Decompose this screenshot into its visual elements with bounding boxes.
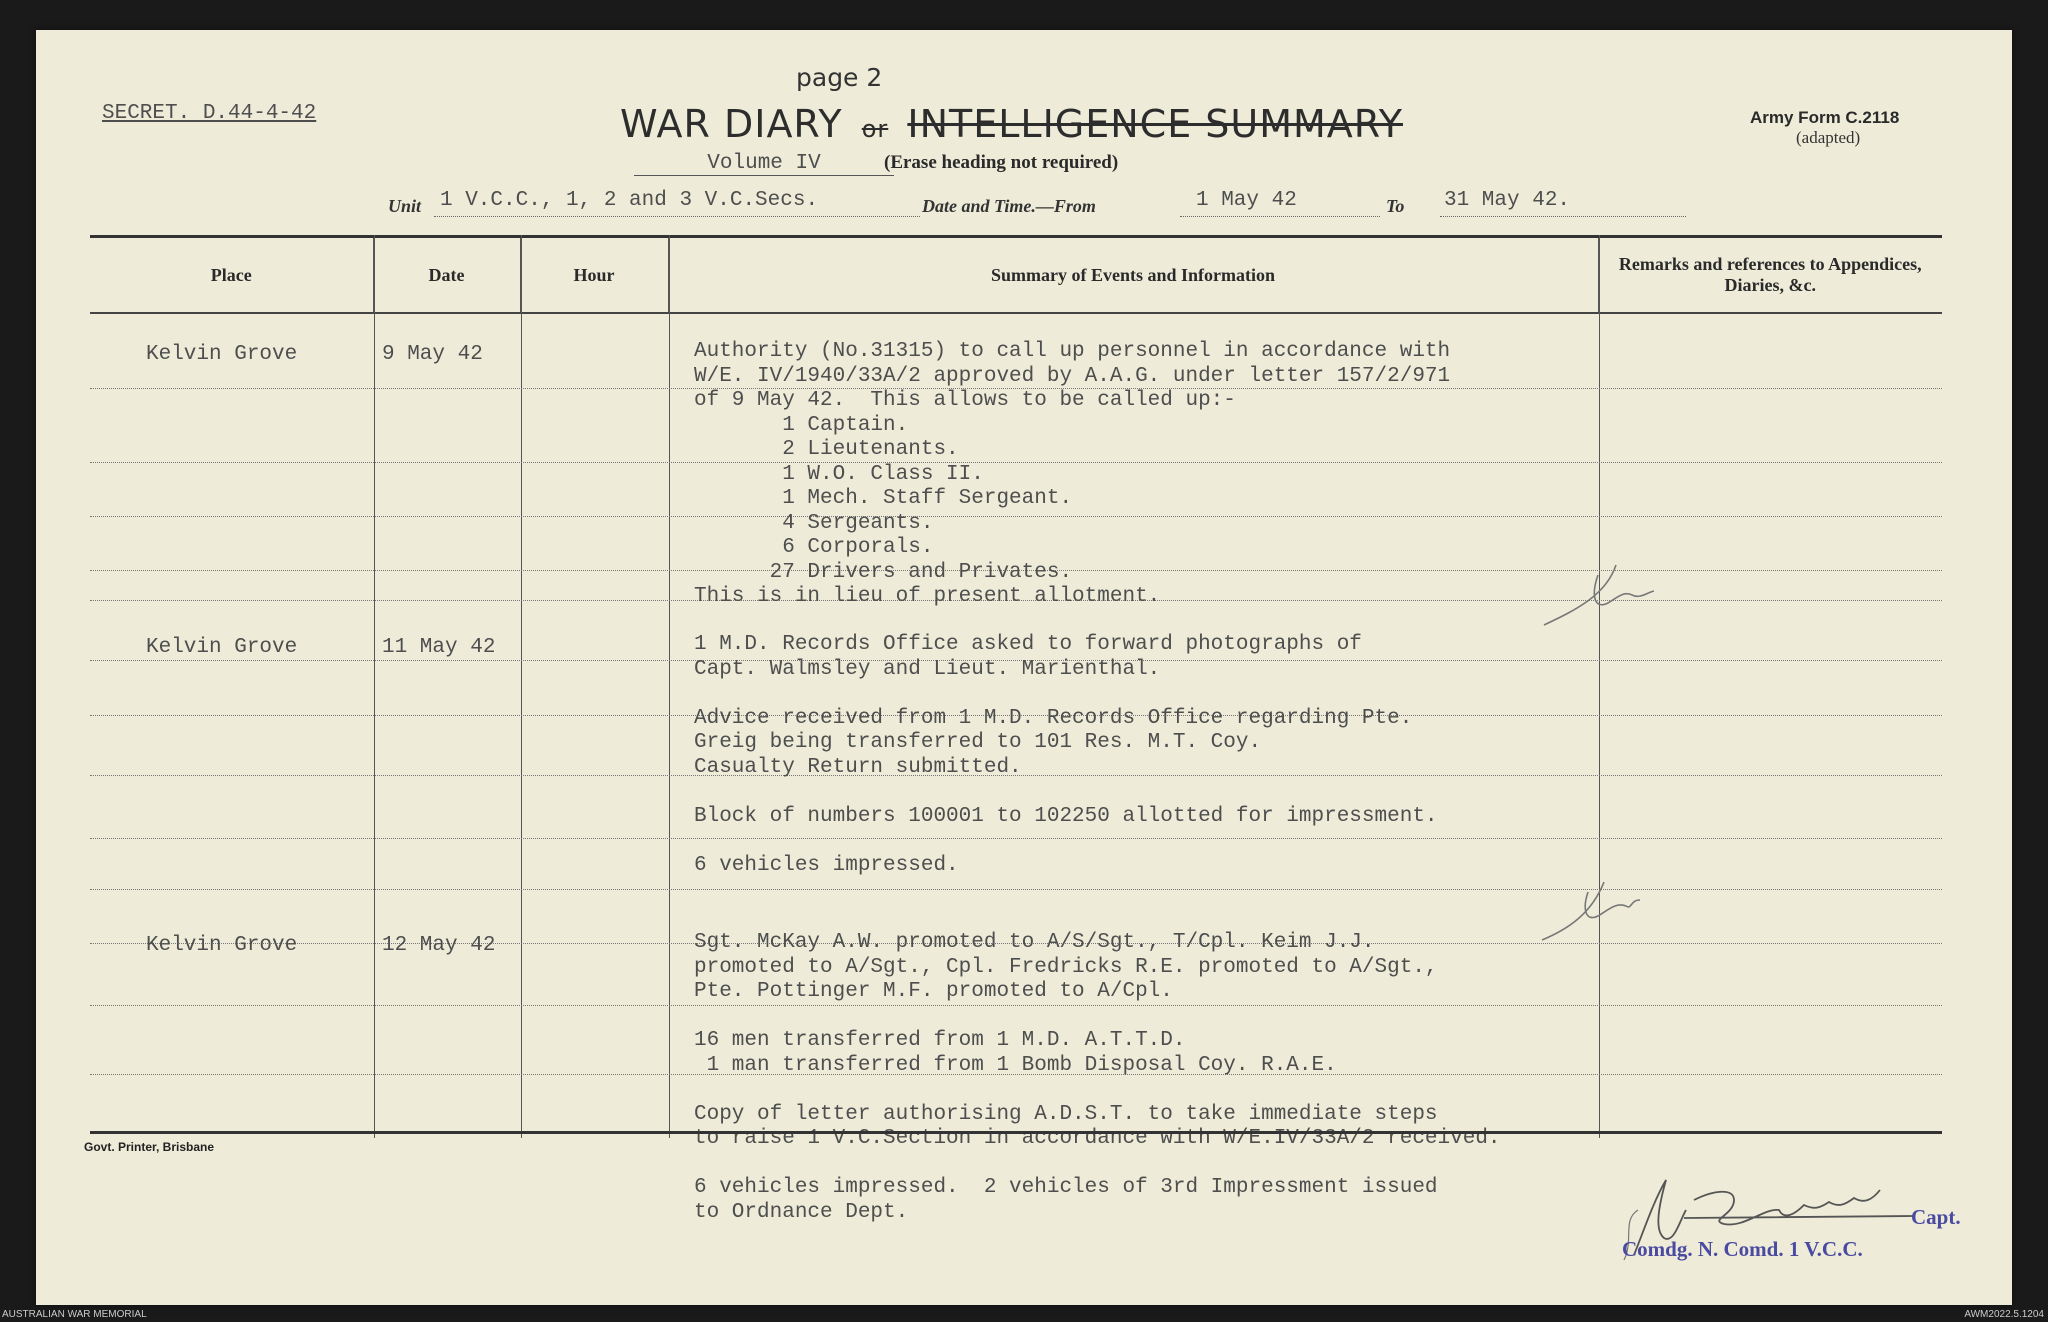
title-main: WAR DIARY (620, 102, 843, 146)
place-cell: Kelvin Grove (146, 343, 298, 366)
summary-line: Copy of letter authorising A.D.S.T. to take immediate steps (694, 1102, 1438, 1126)
column-rule (1599, 235, 1600, 1138)
date-to-label: To (1386, 196, 1405, 216)
from-underline (1180, 216, 1380, 217)
summary-line (694, 780, 1438, 805)
summary-entry-3 (694, 931, 1501, 1225)
summary-line: Authority (No.31315) to call up personnel in accordance with (694, 340, 1451, 363)
ruled-line (90, 889, 1942, 890)
diary-table (90, 235, 1942, 314)
initials-mark (1536, 870, 1646, 950)
summary-line: 1 W.O. Class II. (694, 462, 984, 486)
printer-imprint: Govt. Printer, Brisbane (84, 1140, 215, 1154)
summary-line: promoted to A/Sgt., Cpl. Fredricks R.E. promoted to A/Sgt., (694, 955, 1438, 979)
col-header-date: Date (373, 237, 520, 314)
unit-underline (434, 216, 920, 217)
army-form-adapted: (adapted) (1796, 128, 1861, 147)
summary-line: Block of numbers 100001 to 102250 allotted for impressment. (694, 804, 1438, 828)
signature-rank: Capt. (1911, 1205, 1961, 1229)
summary-line: 4 Sergeants. (694, 511, 934, 535)
page-number: page 2 (796, 63, 883, 92)
summary-entry-2 (694, 633, 1438, 878)
place-cell: Kelvin Grove (146, 636, 298, 659)
summary-line: 6 vehicles impressed. 2 vehicles of 3rd Impressment issued (694, 1176, 1438, 1199)
summary-line: 1 man transferred from 1 Bomb Disposal Coy. R.A.E. (694, 1053, 1337, 1077)
summary-line: 1 M.D. Records Office asked to forward photographs of (694, 633, 1362, 656)
column-rule (374, 235, 375, 1138)
place-cell: Kelvin Grove (146, 934, 298, 957)
summary-line: 6 vehicles impressed. (694, 853, 959, 877)
diary-sheet (36, 30, 2012, 1305)
initials-mark (1536, 555, 1656, 635)
summary-line (694, 1005, 1501, 1030)
form-title (620, 102, 1403, 146)
summary-entry-1 (694, 340, 1450, 610)
summary-line: 1 Captain. (694, 413, 909, 437)
summary-line (694, 829, 1438, 854)
col-header-summary: Summary of Events and Information (668, 237, 1598, 314)
summary-line (694, 682, 1438, 707)
summary-line: Greig being transferred to 101 Res. M.T. Coy. (694, 731, 1262, 754)
secret-reference: SECRET. D.44-4-42 (102, 102, 317, 125)
summary-line: to raise 1 V.C.Section in accordance with W/E.IV/33A/2 received. (694, 1127, 1501, 1150)
col-header-place: Place (90, 237, 373, 314)
command-stamp: Comdg. N. Comd. 1 V.C.C. (1622, 1237, 1863, 1261)
date-cell: 11 May 42 (382, 636, 496, 659)
footer-left: AUSTRALIAN WAR MEMORIAL (2, 1309, 147, 1320)
summary-line: 6 Corporals. (694, 536, 934, 559)
date-cell: 12 May 42 (382, 934, 496, 957)
summary-line: 27 Drivers and Privates. (694, 560, 1073, 584)
summary-line: 1 Mech. Staff Sergeant. (694, 487, 1073, 510)
summary-line: 16 men transferred from 1 M.D. A.T.T.D. (694, 1029, 1186, 1052)
column-rule (521, 235, 522, 1138)
col-header-hour: Hour (520, 237, 668, 314)
summary-line: Casualty Return submitted. (694, 755, 1022, 779)
summary-line: Sgt. McKay A.W. promoted to A/S/Sgt., T/Cpl. Keim J.J. (694, 931, 1375, 954)
erase-note: (Erase heading not required) (884, 152, 1119, 173)
date-to-value: 31 May 42. (1444, 189, 1571, 212)
col-header-remarks: Remarks and references to Appendices, Diaries, &c. (1598, 237, 1942, 314)
summary-line: Pte. Pottinger M.F. promoted to A/Cpl. (694, 980, 1173, 1003)
summary-line: Advice received from 1 M.D. Records Office regarding Pte. (694, 706, 1413, 730)
summary-line (694, 1078, 1501, 1103)
unit-value: 1 V.C.C., 1, 2 and 3 V.C.Secs. (440, 189, 819, 212)
summary-line: Capt. Walmsley and Lieut. Marienthal. (694, 657, 1161, 681)
summary-line: This is in lieu of present allotment. (694, 585, 1161, 608)
to-underline (1440, 216, 1686, 217)
summary-line: 2 Lieutenants. (694, 438, 959, 461)
summary-line (694, 1152, 1501, 1177)
footer-right: AWM2022.5.1204 (1964, 1309, 2044, 1320)
date-from-value: 1 May 42 (1196, 189, 1297, 212)
date-from-label: Date and Time.—From (922, 196, 1096, 216)
summary-line: to Ordnance Dept. (694, 1200, 909, 1224)
column-rule (669, 235, 670, 1138)
summary-line: W/E. IV/1940/33A/2 approved by A.A.G. under letter 157/2/971 (694, 364, 1451, 388)
table-header-row (90, 237, 1942, 314)
summary-line: of 9 May 42. This allows to be called up:- (694, 389, 1236, 412)
table-bottom-rule (90, 1131, 1942, 1134)
title-struck: INTELLIGENCE SUMMARY (907, 102, 1403, 146)
unit-label: Unit (388, 196, 422, 216)
date-cell: 9 May 42 (382, 343, 483, 366)
title-or: or (861, 115, 889, 143)
army-form-number: Army Form C.2118 (1750, 108, 1900, 127)
volume-label: Volume IV (634, 152, 894, 176)
